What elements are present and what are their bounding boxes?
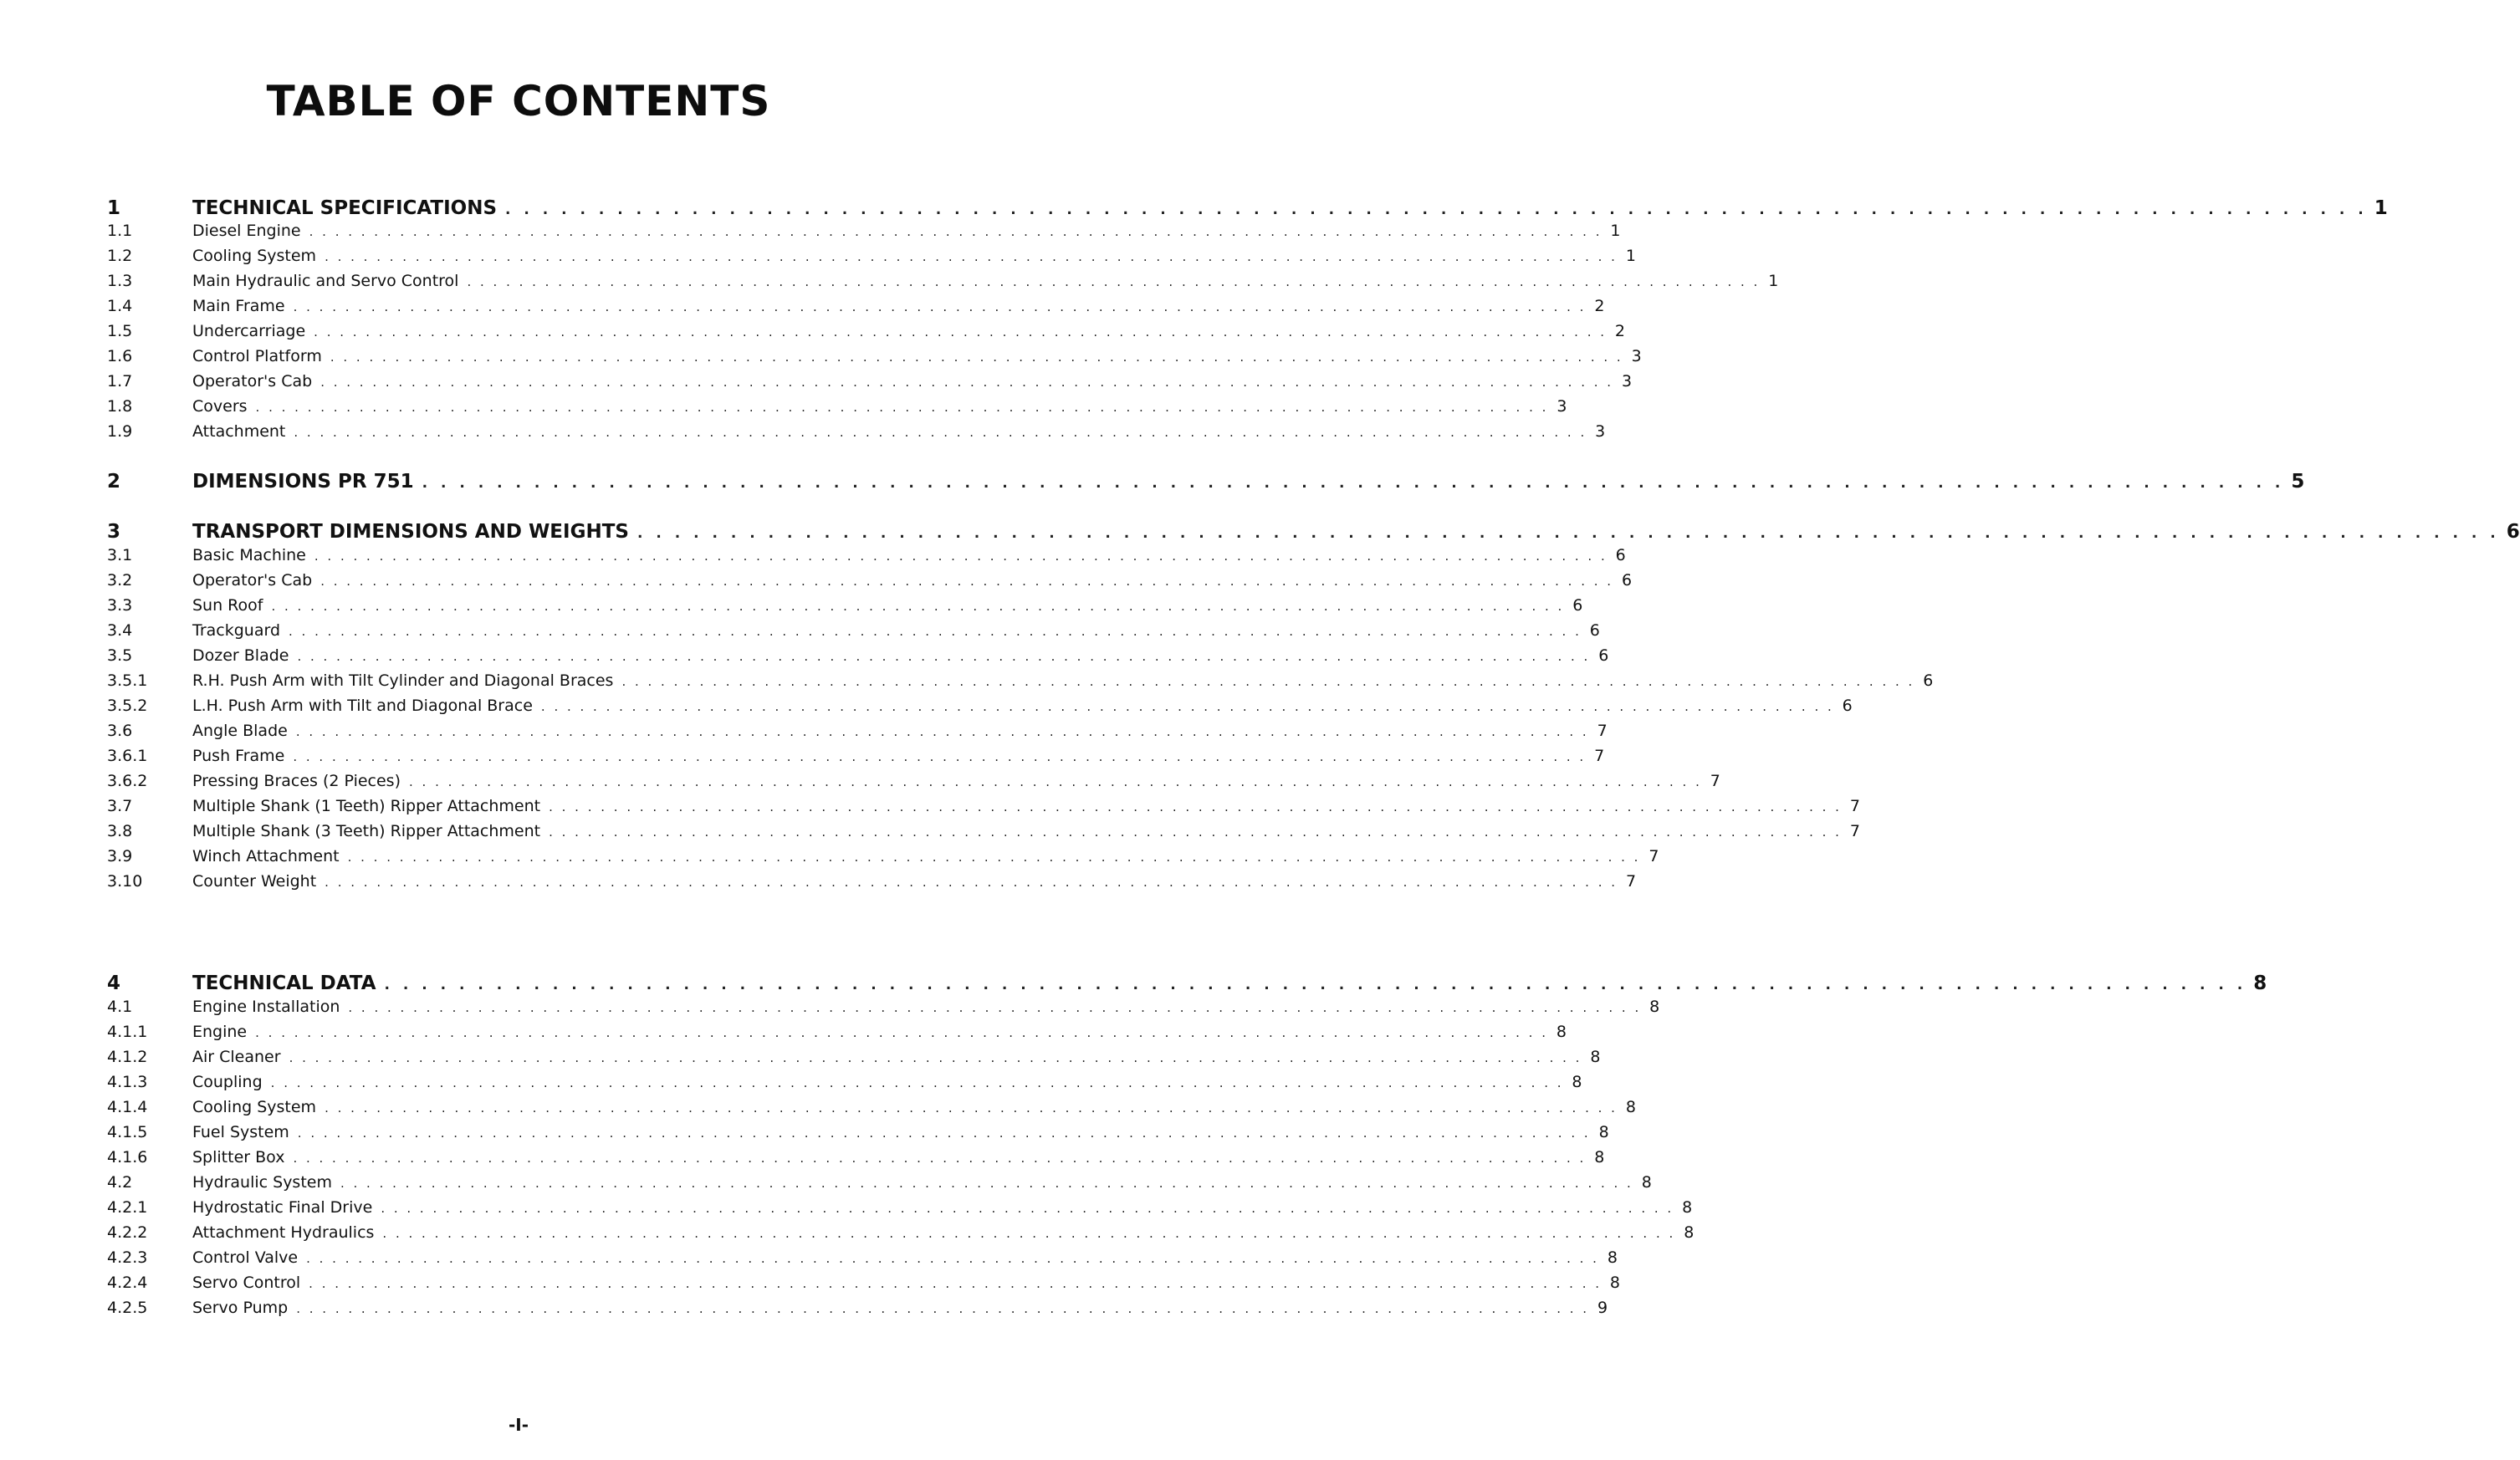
toc-entry-page: 7 <box>1597 722 1608 740</box>
toc-entry-title: Cooling System <box>192 247 317 265</box>
toc-entry <box>107 797 1860 822</box>
toc-entry-number: 4.1.4 <box>107 1098 148 1116</box>
dot-leader: . . . . . . . . . . . . . . . . . . . . . . . . . . . . . . . . . . . . . . . . . . . . . . . . . . . . . . . . . . . . . . . . . . . . . . . . . . . . . . . . . . . . . . . . . . . . . . . . . . . . <box>289 1050 1582 1065</box>
dot-leader: . . . . . . . . . . . . . . . . . . . . . . . . . . . . . . . . . . . . . . . . . . . . . . . . . . . . . . . . . . . . . . . . . . . . . . . . . . . . . . . . . . . . . . . . . . . . . . . . . . . . <box>293 749 1587 764</box>
dot-leader: . . . . . . . . . . . . . . . . . . . . . . . . . . . . . . . . . . . . . . . . . . . . . . . . . . . . . . . . . . . . . . . . . . . . . . . . . . . . . . . . . . . . . . . . . . . . . . . . . . . . <box>296 1301 1590 1316</box>
toc-entry <box>107 1098 1636 1123</box>
toc-entry-title: Splitter Box <box>192 1148 285 1166</box>
dot-leader: . . . . . . . . . . . . . . . . . . . . . . . . . . . . . . . . . . . . . . . . . . . . . . . . . . . . . . . . . . . . . . . . . . . . . . . . . . . . . . . . . . . . . . . . . . . . . . . . . . . . <box>505 202 2368 218</box>
toc-entry-title: Cooling System <box>192 1098 317 1116</box>
toc-entry-number: 3.10 <box>107 872 143 891</box>
toc-entry-title: Air Cleaner <box>192 1048 281 1066</box>
toc-entry-title: Main Frame <box>192 297 285 315</box>
toc-entry <box>107 772 1720 797</box>
toc-entry-page: 3 <box>1621 372 1633 391</box>
dot-leader: . . . . . . . . . . . . . . . . . . . . . . . . . . . . . . . . . . . . . . . . . . . . . . . . . . . . . . . . . . . . . . . . . . . . . . . . . . . . . . . . . . . . . . . . . . . . . . . . . . . . <box>289 624 1582 639</box>
toc-entry-number: 1.6 <box>107 347 133 365</box>
toc-entry <box>107 1274 1621 1299</box>
toc-entry-number: 4.2.1 <box>107 1198 148 1217</box>
dot-leader: . . . . . . . . . . . . . . . . . . . . . . . . . . . . . . . . . . . . . . . . . . . . . . . . . . . . . . . . . . . . . . . . . . . . . . . . . . . . . . . . . . . . . . . . . . . . . . . . . . . . <box>621 674 1915 689</box>
dot-leader: . . . . . . . . . . . . . . . . . . . . . . . . . . . . . . . . . . . . . . . . . . . . . . . . . . . . . . . . . . . . . . . . . . . . . . . . . . . . . . . . . . . . . . . . . . . . . . . . . . . . <box>382 1226 1676 1241</box>
toc-entry-title: Trackguard <box>192 621 281 640</box>
toc-entry-title: Diesel Engine <box>192 222 301 240</box>
toc-section-entry <box>107 471 2305 496</box>
toc-entry-page: 5 <box>2291 471 2305 493</box>
toc-entry-title: Hydraulic System <box>192 1173 332 1192</box>
toc-entry-number: 4.1 <box>107 998 133 1016</box>
toc-entry-number: 4.1.2 <box>107 1048 148 1066</box>
dot-leader: . . . . . . . . . . . . . . . . . . . . . . . . . . . . . . . . . . . . . . . . . . . . . . . . . . . . . . . . . . . . . . . . . . . . . . . . . . . . . . . . . . . . . . . . . . . . . . . . . . . . <box>348 1000 1642 1015</box>
toc-entry <box>107 322 1626 347</box>
dot-leader: . . . . . . . . . . . . . . . . . . . . . . . . . . . . . . . . . . . . . . . . . . . . . . . . . . . . . . . . . . . . . . . . . . . . . . . . . . . . . . . . . . . . . . . . . . . . . . . . . . . . <box>320 574 1614 589</box>
toc-entry <box>107 1198 1693 1223</box>
toc-entry <box>107 397 1567 422</box>
toc-entry-title: Multiple Shank (3 Teeth) Ripper Attachment <box>192 822 541 840</box>
toc-entry-title: Hydrostatic Final Drive <box>192 1198 373 1217</box>
toc-entry-title: Counter Weight <box>192 872 317 891</box>
toc-entry-title: Servo Pump <box>192 1299 289 1317</box>
toc-entry-title: Coupling <box>192 1073 263 1091</box>
dot-leader: . . . . . . . . . . . . . . . . . . . . . . . . . . . . . . . . . . . . . . . . . . . . . . . . . . . . . . . . . . . . . . . . . . . . . . . . . . . . . . . . . . . . . . . . . . . . . . . . . . . . <box>295 724 1589 739</box>
dot-leader: . . . . . . . . . . . . . . . . . . . . . . . . . . . . . . . . . . . . . . . . . . . . . . . . . . . . . . . . . . . . . . . . . . . . . . . . . . . . . . . . . . . . . . . . . . . . . . . . . . . . <box>293 1151 1587 1166</box>
toc-entry-number: 1.8 <box>107 397 133 416</box>
toc-entry-page: 3 <box>1595 422 1606 441</box>
dot-leader: . . . . . . . . . . . . . . . . . . . . . . . . . . . . . . . . . . . . . . . . . . . . . . . . . . . . . . . . . . . . . . . . . . . . . . . . . . . . . . . . . . . . . . . . . . . . . . . . . . . . <box>314 549 1608 564</box>
toc-entry <box>107 671 1934 697</box>
page-number-footer: -I- <box>508 1415 529 1435</box>
toc-entry-number: 3.3 <box>107 596 133 615</box>
toc-entry-number: 3.6.2 <box>107 772 148 790</box>
toc-entry-page: 8 <box>1649 998 1660 1016</box>
toc-entry-page: 1 <box>1768 272 1779 290</box>
toc-entry <box>107 621 1600 646</box>
dot-leader: . . . . . . . . . . . . . . . . . . . . . . . . . . . . . . . . . . . . . . . . . . . . . . . . . . . . . . . . . . . . . . . . . . . . . . . . . . . . . . . . . . . . . . . . . . . . . . . . . . . . <box>340 1176 1633 1191</box>
toc-entry-title: Servo Control <box>192 1274 301 1292</box>
toc-entry-number: 4.2.3 <box>107 1248 148 1267</box>
toc-entry-number: 4.2.4 <box>107 1274 148 1292</box>
toc-entry-page: 8 <box>1590 1048 1601 1066</box>
toc-entry <box>107 697 1853 722</box>
toc-entry <box>107 347 1642 372</box>
dot-leader: . . . . . . . . . . . . . . . . . . . . . . . . . . . . . . . . . . . . . . . . . . . . . . . . . . . . . . . . . . . . . . . . . . . . . . . . . . . . . . . . . . . . . . . . . . . . . . . . . . . . <box>467 274 1761 289</box>
toc-entry-page: 1 <box>2374 197 2388 219</box>
toc-entry-title: Push Frame <box>192 747 285 765</box>
toc-entry-title: TECHNICAL SPECIFICATIONS <box>192 197 498 219</box>
toc-entry-page: 8 <box>2253 972 2267 994</box>
toc-entry-number: 4.2.5 <box>107 1299 148 1317</box>
toc-entry-page: 7 <box>1849 797 1860 815</box>
toc-entry-number: 4.1.3 <box>107 1073 148 1091</box>
toc-entry-page: 8 <box>1556 1023 1567 1041</box>
toc-entry <box>107 372 1633 397</box>
dot-leader: . . . . . . . . . . . . . . . . . . . . . . . . . . . . . . . . . . . . . . . . . . . . . . . . . . . . . . . . . . . . . . . . . . . . . . . . . . . . . . . . . . . . . . . . . . . . . . . . . . . . <box>271 599 1565 614</box>
toc-entry-title: Angle Blade <box>192 722 288 740</box>
toc-entry-page: 8 <box>1641 1173 1652 1192</box>
toc-entry-number: 3.9 <box>107 847 133 865</box>
toc-entry-number: 1.2 <box>107 247 133 265</box>
toc-entry-title: Covers <box>192 397 248 416</box>
dot-leader: . . . . . . . . . . . . . . . . . . . . . . . . . . . . . . . . . . . . . . . . . . . . . . . . . . . . . . . . . . . . . . . . . . . . . . . . . . . . . . . . . . . . . . . . . . . . . . . . . . . . <box>255 1025 1548 1040</box>
toc-entry-page: 9 <box>1597 1299 1608 1317</box>
dot-leader: . . . . . . . . . . . . . . . . . . . . . . . . . . . . . . . . . . . . . . . . . . . . . . . . . . . . . . . . . . . . . . . . . . . . . . . . . . . . . . . . . . . . . . . . . . . . . . . . . . . . <box>309 224 1602 239</box>
dot-leader: . . . . . . . . . . . . . . . . . . . . . . . . . . . . . . . . . . . . . . . . . . . . . . . . . . . . . . . . . . . . . . . . . . . . . . . . . . . . . . . . . . . . . . . . . . . . . . . . . . . . <box>636 525 2500 542</box>
toc-entry-title: Engine <box>192 1023 248 1041</box>
toc-entry-number: 4.1.6 <box>107 1148 148 1166</box>
toc-entry <box>107 222 1621 247</box>
toc-entry-page: 1 <box>1625 247 1636 265</box>
toc-entry-number: 1.7 <box>107 372 133 391</box>
toc-entry-number: 4.1.5 <box>107 1123 148 1141</box>
toc-entry-page: 8 <box>1607 1248 1618 1267</box>
dot-leader: . . . . . . . . . . . . . . . . . . . . . . . . . . . . . . . . . . . . . . . . . . . . . . . . . . . . . . . . . . . . . . . . . . . . . . . . . . . . . . . . . . . . . . . . . . . . . . . . . . . . <box>255 400 1549 415</box>
toc-entry-title: TRANSPORT DIMENSIONS AND WEIGHTS <box>192 521 629 543</box>
toc-entry-title: Dozer Blade <box>192 646 289 665</box>
dot-leader: . . . . . . . . . . . . . . . . . . . . . . . . . . . . . . . . . . . . . . . . . . . . . . . . . . . . . . . . . . . . . . . . . . . . . . . . . . . . . . . . . . . . . . . . . . . . . . . . . . . . <box>297 649 1591 664</box>
toc-entry <box>107 998 1660 1023</box>
toc-entry-page: 6 <box>1923 671 1934 690</box>
toc-entry-page: 8 <box>1625 1098 1636 1116</box>
dot-leader: . . . . . . . . . . . . . . . . . . . . . . . . . . . . . . . . . . . . . . . . . . . . . . . . . . . . . . . . . . . . . . . . . . . . . . . . . . . . . . . . . . . . . . . . . . . . . . . . . . . . <box>320 375 1614 390</box>
toc-entry-title: R.H. Push Arm with Tilt Cylinder and Diagonal Braces <box>192 671 614 690</box>
toc-entry-page: 8 <box>1609 1274 1621 1292</box>
toc-entry <box>107 247 1636 272</box>
toc-entry-title: Operator's Cab <box>192 372 313 391</box>
dot-leader: . . . . . . . . . . . . . . . . . . . . . . . . . . . . . . . . . . . . . . . . . . . . . . . . . . . . . . . . . . . . . . . . . . . . . . . . . . . . . . . . . . . . . . . . . . . . . . . . . . . . <box>409 774 1702 789</box>
dot-leader: . . . . . . . . . . . . . . . . . . . . . . . . . . . . . . . . . . . . . . . . . . . . . . . . . . . . . . . . . . . . . . . . . . . . . . . . . . . . . . . . . . . . . . . . . . . . . . . . . . . . <box>330 350 1623 365</box>
dot-leader: . . . . . . . . . . . . . . . . . . . . . . . . . . . . . . . . . . . . . . . . . . . . . . . . . . . . . . . . . . . . . . . . . . . . . . . . . . . . . . . . . . . . . . . . . . . . . . . . . . . . <box>549 799 1842 814</box>
toc-entry-number: 3.5.1 <box>107 671 148 690</box>
toc-entry <box>107 1023 1567 1048</box>
toc-entry <box>107 1123 1609 1148</box>
toc-entry-number: 1.4 <box>107 297 133 315</box>
toc-entry-page: 7 <box>1594 747 1605 765</box>
toc-entry-number: 3.6 <box>107 722 133 740</box>
page-title: TABLE OF CONTENTS <box>266 77 771 125</box>
dot-leader: . . . . . . . . . . . . . . . . . . . . . . . . . . . . . . . . . . . . . . . . . . . . . . . . . . . . . . . . . . . . . . . . . . . . . . . . . . . . . . . . . . . . . . . . . . . . . . . . . . . . <box>381 1201 1674 1216</box>
toc-section-entry <box>107 521 2520 546</box>
dot-leader: . . . . . . . . . . . . . . . . . . . . . . . . . . . . . . . . . . . . . . . . . . . . . . . . . . . . . . . . . . . . . . . . . . . . . . . . . . . . . . . . . . . . . . . . . . . . . . . . . . . . <box>549 824 1842 840</box>
toc-section-entry <box>107 197 2388 222</box>
toc-entry-page: 7 <box>1648 847 1659 865</box>
toc-entry-title: Undercarriage <box>192 322 306 340</box>
dot-leader: . . . . . . . . . . . . . . . . . . . . . . . . . . . . . . . . . . . . . . . . . . . . . . . . . . . . . . . . . . . . . . . . . . . . . . . . . . . . . . . . . . . . . . . . . . . . . . . . . . . . <box>297 1126 1591 1141</box>
toc-entry-title: L.H. Push Arm with Tilt and Diagonal Brace <box>192 697 533 715</box>
toc-entry-page: 2 <box>1594 297 1605 315</box>
dot-leader: . . . . . . . . . . . . . . . . . . . . . . . . . . . . . . . . . . . . . . . . . . . . . . . . . . . . . . . . . . . . . . . . . . . . . . . . . . . . . . . . . . . . . . . . . . . . . . . . . . . . <box>306 1251 1599 1266</box>
toc-entry <box>107 1048 1601 1073</box>
dot-leader: . . . . . . . . . . . . . . . . . . . . . . . . . . . . . . . . . . . . . . . . . . . . . . . . . . . . . . . . . . . . . . . . . . . . . . . . . . . . . . . . . . . . . . . . . . . . . . . . . . . . <box>325 1100 1618 1115</box>
toc-entry-number: 3.6.1 <box>107 747 148 765</box>
toc-entry <box>107 546 1626 571</box>
toc-entry-page: 7 <box>1625 872 1637 891</box>
dot-leader: . . . . . . . . . . . . . . . . . . . . . . . . . . . . . . . . . . . . . . . . . . . . . . . . . . . . . . . . . . . . . . . . . . . . . . . . . . . . . . . . . . . . . . . . . . . . . . . . . . . . <box>309 1276 1602 1291</box>
toc-entry-page: 8 <box>1684 1223 1694 1242</box>
toc-entry <box>107 422 1606 447</box>
toc-entry-title: Basic Machine <box>192 546 306 564</box>
toc-entry-number: 3 <box>107 521 121 543</box>
dot-leader: . . . . . . . . . . . . . . . . . . . . . . . . . . . . . . . . . . . . . . . . . . . . . . . . . . . . . . . . . . . . . . . . . . . . . . . . . . . . . . . . . . . . . . . . . . . . . . . . . . . . <box>422 475 2285 492</box>
toc-entry-page: 6 <box>1598 646 1609 665</box>
toc-entry <box>107 747 1605 772</box>
toc-entry-page: 6 <box>1572 596 1583 615</box>
toc-entry-page: 8 <box>1682 1198 1693 1217</box>
toc-entry <box>107 1073 1582 1098</box>
toc-entry <box>107 822 1860 847</box>
toc-entry-title: Control Platform <box>192 347 322 365</box>
toc-entry-number: 2 <box>107 471 121 493</box>
toc-entry-title: Attachment Hydraulics <box>192 1223 375 1242</box>
toc-entry <box>107 1299 1608 1324</box>
toc-entry-title: TECHNICAL DATA <box>192 972 376 994</box>
dot-leader: . . . . . . . . . . . . . . . . . . . . . . . . . . . . . . . . . . . . . . . . . . . . . . . . . . . . . . . . . . . . . . . . . . . . . . . . . . . . . . . . . . . . . . . . . . . . . . . . . . . . <box>384 977 2247 993</box>
toc-entry-title: Fuel System <box>192 1123 289 1141</box>
dot-leader: . . . . . . . . . . . . . . . . . . . . . . . . . . . . . . . . . . . . . . . . . . . . . . . . . . . . . . . . . . . . . . . . . . . . . . . . . . . . . . . . . . . . . . . . . . . . . . . . . . . . <box>325 249 1618 264</box>
toc-entry-page: 6 <box>1621 571 1633 590</box>
toc-entry-page: 7 <box>1849 822 1860 840</box>
dot-leader: . . . . . . . . . . . . . . . . . . . . . . . . . . . . . . . . . . . . . . . . . . . . . . . . . . . . . . . . . . . . . . . . . . . . . . . . . . . . . . . . . . . . . . . . . . . . . . . . . . . . <box>293 299 1587 314</box>
dot-leader: . . . . . . . . . . . . . . . . . . . . . . . . . . . . . . . . . . . . . . . . . . . . . . . . . . . . . . . . . . . . . . . . . . . . . . . . . . . . . . . . . . . . . . . . . . . . . . . . . . . . <box>540 699 1834 714</box>
toc-entry <box>107 872 1637 897</box>
toc-entry-number: 1 <box>107 197 121 219</box>
toc-entry-title: Attachment <box>192 422 286 441</box>
toc-entry-page: 3 <box>1631 347 1642 365</box>
toc-entry-number: 1.9 <box>107 422 133 441</box>
toc-entry <box>107 1223 1694 1248</box>
toc-entry <box>107 722 1608 747</box>
dot-leader: . . . . . . . . . . . . . . . . . . . . . . . . . . . . . . . . . . . . . . . . . . . . . . . . . . . . . . . . . . . . . . . . . . . . . . . . . . . . . . . . . . . . . . . . . . . . . . . . . . . . <box>325 875 1618 890</box>
toc-entry-title: Control Valve <box>192 1248 299 1267</box>
toc-entry-page: 8 <box>1572 1073 1582 1091</box>
toc-entry-page: 6 <box>1589 621 1600 640</box>
dot-leader: . . . . . . . . . . . . . . . . . . . . . . . . . . . . . . . . . . . . . . . . . . . . . . . . . . . . . . . . . . . . . . . . . . . . . . . . . . . . . . . . . . . . . . . . . . . . . . . . . . . . <box>270 1075 1564 1090</box>
toc-entry-number: 3.5.2 <box>107 697 148 715</box>
toc-entry-page: 8 <box>1594 1148 1605 1166</box>
toc-entry <box>107 272 1779 297</box>
toc-entry-page: 8 <box>1598 1123 1609 1141</box>
toc-section-entry <box>107 972 2267 998</box>
dot-leader: . . . . . . . . . . . . . . . . . . . . . . . . . . . . . . . . . . . . . . . . . . . . . . . . . . . . . . . . . . . . . . . . . . . . . . . . . . . . . . . . . . . . . . . . . . . . . . . . . . . . <box>294 425 1587 440</box>
toc-entry-page: 6 <box>1615 546 1626 564</box>
toc-entry <box>107 1248 1618 1274</box>
toc-entry-number: 4.2 <box>107 1173 133 1192</box>
toc-entry-number: 3.1 <box>107 546 133 564</box>
toc-entry-title: DIMENSIONS PR 751 <box>192 471 414 493</box>
toc-entry-number: 4.2.2 <box>107 1223 148 1242</box>
dot-leader: . . . . . . . . . . . . . . . . . . . . . . . . . . . . . . . . . . . . . . . . . . . . . . . . . . . . . . . . . . . . . . . . . . . . . . . . . . . . . . . . . . . . . . . . . . . . . . . . . . . . <box>347 850 1641 865</box>
toc-entry-page: 3 <box>1556 397 1567 416</box>
toc-entry-title: Winch Attachment <box>192 847 340 865</box>
toc-entry-number: 1.1 <box>107 222 133 240</box>
toc-entry-number: 4 <box>107 972 121 994</box>
toc-entry-title: Main Hydraulic and Servo Control <box>192 272 459 290</box>
toc-entry-page: 6 <box>2506 521 2520 543</box>
toc-entry-title: Multiple Shank (1 Teeth) Ripper Attachment <box>192 797 541 815</box>
dot-leader: . . . . . . . . . . . . . . . . . . . . . . . . . . . . . . . . . . . . . . . . . . . . . . . . . . . . . . . . . . . . . . . . . . . . . . . . . . . . . . . . . . . . . . . . . . . . . . . . . . . . <box>314 324 1608 339</box>
toc-entry-title: Pressing Braces (2 Pieces) <box>192 772 401 790</box>
toc-entry-page: 7 <box>1710 772 1720 790</box>
toc-entry-title: Operator's Cab <box>192 571 313 590</box>
toc-entry-page: 1 <box>1610 222 1621 240</box>
toc-entry-number: 1.3 <box>107 272 133 290</box>
toc-entry-number: 3.7 <box>107 797 133 815</box>
toc-entry <box>107 847 1659 872</box>
toc-entry <box>107 1173 1652 1198</box>
toc-entry <box>107 646 1609 671</box>
toc-entry-number: 3.4 <box>107 621 133 640</box>
toc-entry-number: 3.8 <box>107 822 133 840</box>
toc-entry <box>107 297 1605 322</box>
toc-entry-number: 4.1.1 <box>107 1023 148 1041</box>
toc-entry <box>107 1148 1605 1173</box>
toc-entry-number: 3.5 <box>107 646 133 665</box>
toc-entry-number: 3.2 <box>107 571 133 590</box>
toc-entry <box>107 596 1583 621</box>
toc-entry-number: 1.5 <box>107 322 133 340</box>
toc-entry-title: Engine Installation <box>192 998 340 1016</box>
toc-entry-page: 2 <box>1614 322 1626 340</box>
toc-entry-page: 6 <box>1842 697 1853 715</box>
toc-entry-title: Sun Roof <box>192 596 263 615</box>
toc-entry <box>107 571 1633 596</box>
